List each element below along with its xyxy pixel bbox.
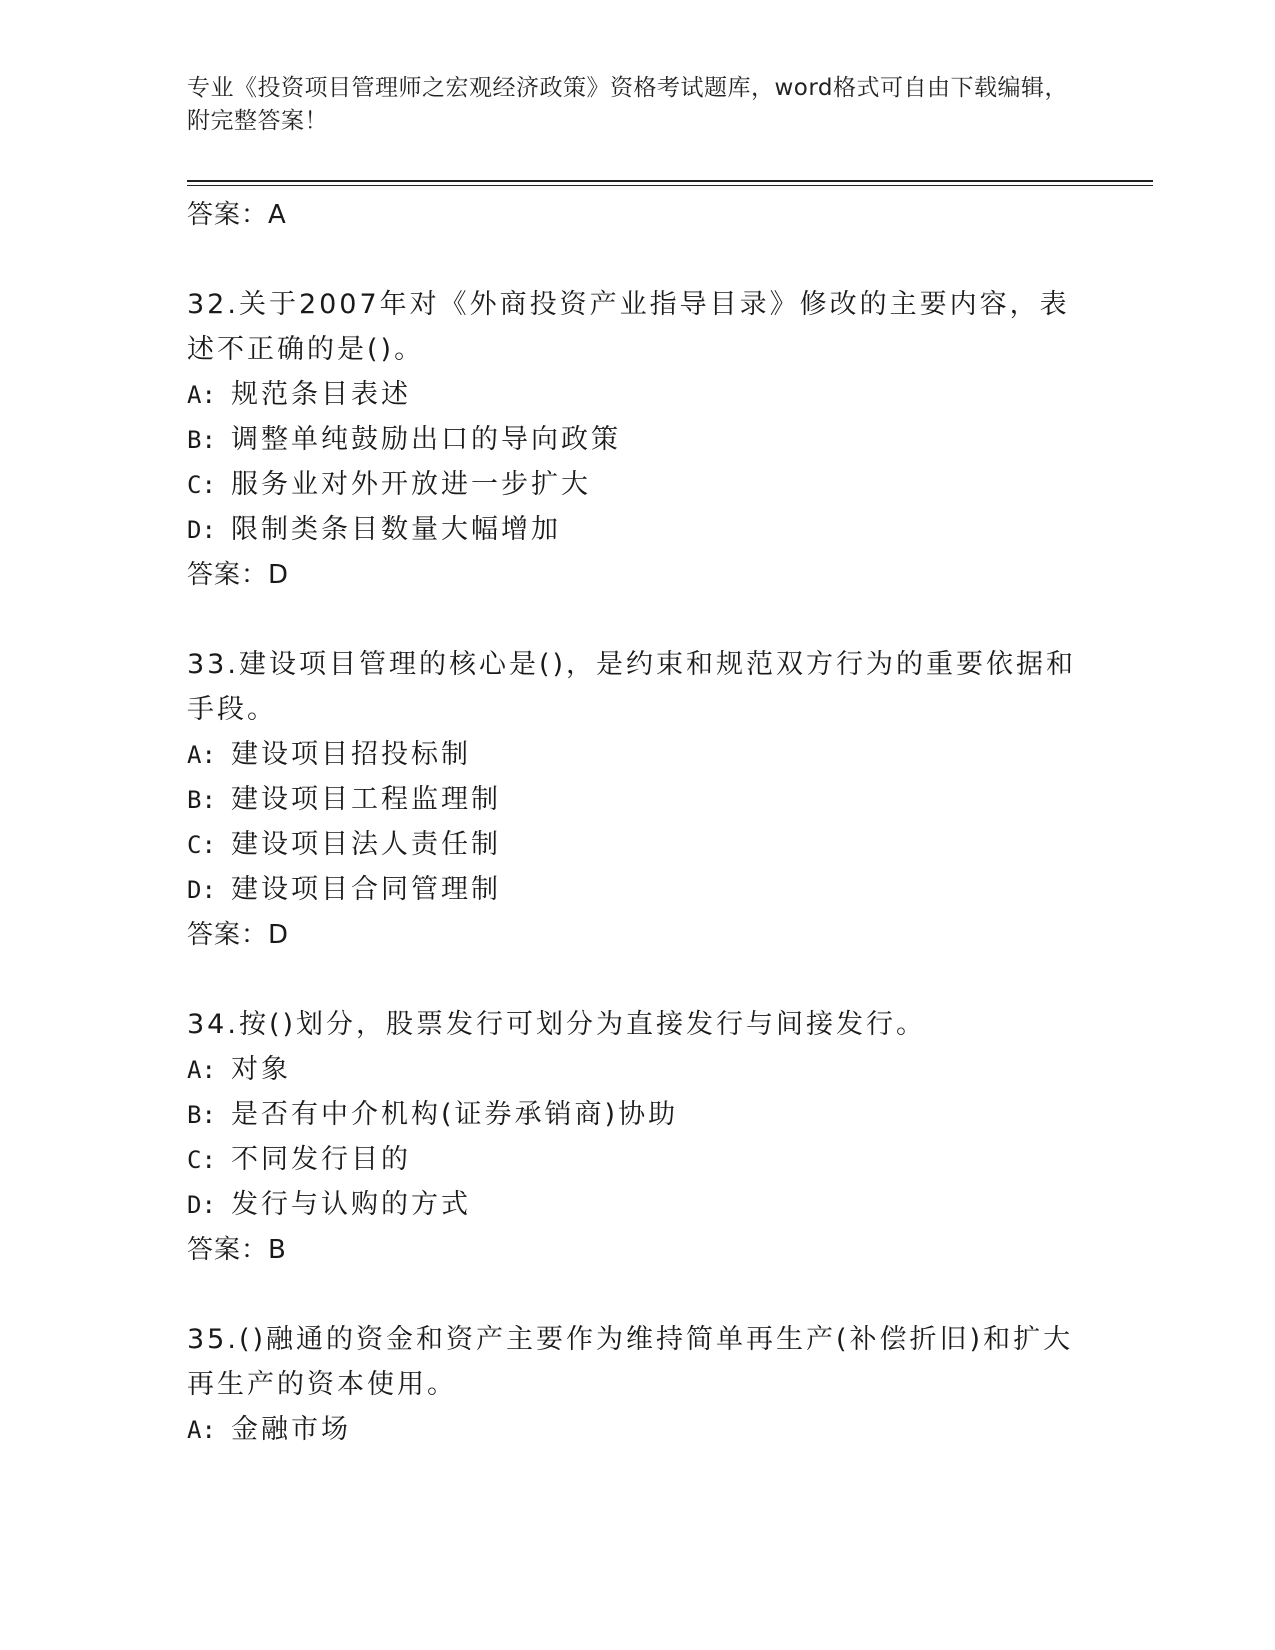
option-text: 服务业对外开放进一步扩大 [231,469,591,500]
option-key: C: [187,471,216,499]
option-a [187,372,1087,417]
option-key: A: [187,1056,216,1084]
question-stem: 33.建设项目管理的核心是()，是约束和规范双方行为的重要依据和手段。 [187,649,1077,725]
question-stem: 35.()融通的资金和资产主要作为维持简单再生产(补偿折旧)和扩大再生产的资本使用。 [187,1324,1074,1400]
option-b [187,417,1087,462]
option-key: D: [187,876,216,904]
answer-text: 答案：A [187,200,287,230]
question-block [187,1002,1087,1273]
page-header: 专业《投资项目管理师之宏观经济政策》资格考试题库，word格式可自由下载编辑，附完整答案！ [187,75,1069,134]
option-text: 是否有中介机构(证券承销商)协助 [231,1099,679,1130]
question-stem: 34.按()划分，股票发行可划分为直接发行与间接发行。 [187,1009,927,1040]
option-key: C: [187,1146,216,1174]
option-d [187,507,1087,552]
question-block [187,1317,1087,1452]
option-a [187,1407,1087,1452]
option-text: 建设项目工程监理制 [231,784,501,815]
option-c [187,1137,1087,1182]
option-text: 对象 [231,1054,291,1085]
option-key: B: [187,426,216,454]
option-key: C: [187,831,216,859]
option-text: 调整单纯鼓励出口的导向政策 [231,424,621,455]
question-stem: 32.关于2007年对《外商投资产业指导目录》修改的主要内容，表述不正确的是()。 [187,289,1070,365]
option-text: 建设项目招投标制 [231,739,471,770]
header-rule-secondary [187,185,1153,186]
answer-text: 答案：B [187,1235,287,1265]
option-key: D: [187,1191,216,1219]
option-key: B: [187,786,216,814]
question-block [187,642,1087,958]
option-key: B: [187,1101,216,1129]
option-text: 建设项目合同管理制 [231,874,501,905]
answer-text: 答案：D [187,560,290,590]
header-rule [187,180,1153,182]
option-b [187,777,1087,822]
option-text: 规范条目表述 [231,379,411,410]
option-a [187,732,1087,777]
option-d [187,1182,1087,1227]
option-key: D: [187,516,216,544]
option-key: A: [187,741,216,769]
answer-text: 答案：D [187,920,290,950]
option-text: 金融市场 [231,1414,351,1445]
option-text: 限制类条目数量大幅增加 [231,514,561,545]
option-text: 建设项目法人责任制 [231,829,501,860]
question-block [187,282,1087,598]
option-text: 不同发行目的 [231,1144,411,1175]
option-c [187,822,1087,867]
option-d [187,867,1087,912]
option-b [187,1092,1087,1137]
option-c [187,462,1087,507]
option-a [187,1047,1087,1092]
option-text: 发行与认购的方式 [231,1189,471,1220]
option-key: A: [187,1416,216,1444]
question-list [187,188,1087,1452]
option-key: A: [187,381,216,409]
